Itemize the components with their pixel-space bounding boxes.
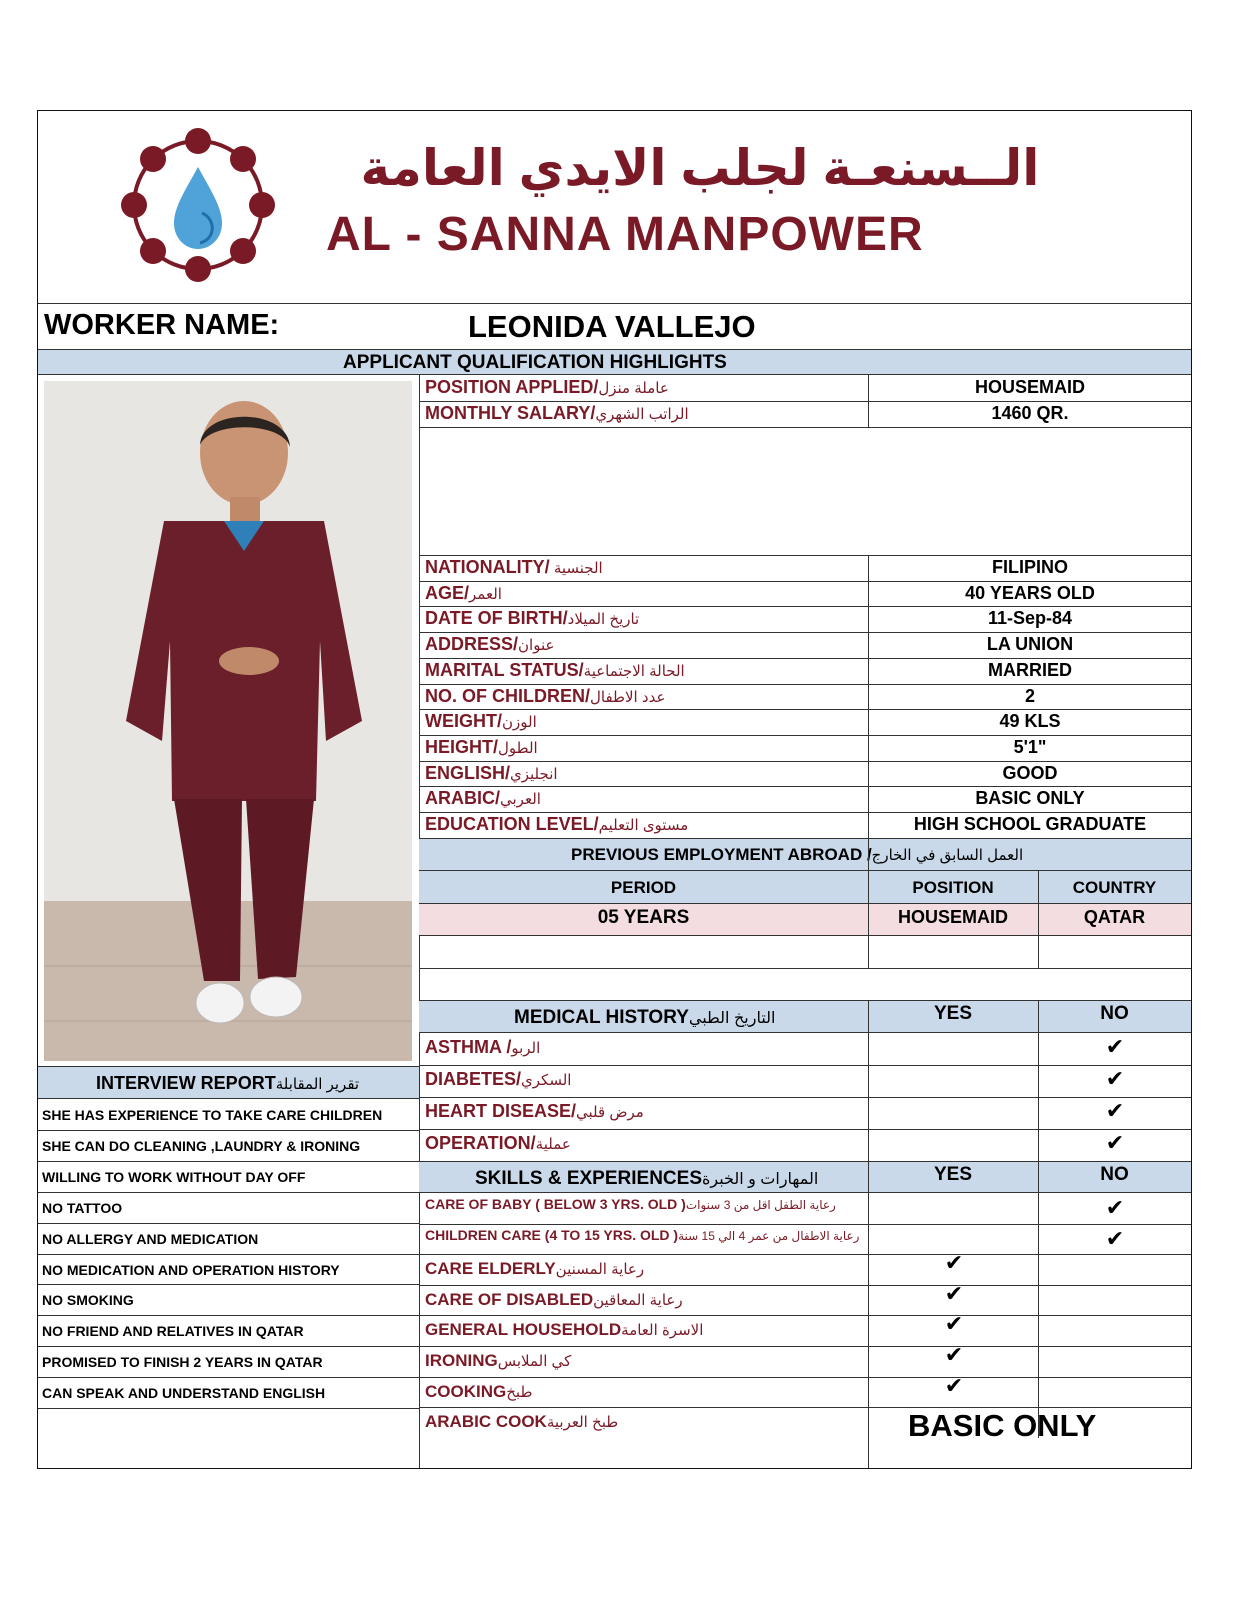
detail-label: MARITAL STATUS/الحالة الاجتماعية <box>425 659 685 680</box>
country-header: COUNTRY <box>1072 878 1157 897</box>
detail-label: HEIGHT/الطول <box>425 736 538 757</box>
medical-title-bar <box>419 1000 1191 1033</box>
monthly-salary-value: 1460 QR. <box>991 403 1069 423</box>
detail-value: GOOD <box>1002 762 1058 783</box>
skill-row-label: CARE OF BABY ( BELOW 3 YRS. OLD )رعاية الطفل اقل من 3 سنوات <box>425 1196 836 1212</box>
check-icon: ✔ <box>944 1280 964 1306</box>
check-icon: ✔ <box>944 1311 964 1337</box>
check-icon: ✔ <box>944 1372 964 1398</box>
detail-value: BASIC ONLY <box>975 788 1085 809</box>
position-applied-label: POSITION APPLIED/عاملة منزل <box>425 377 669 397</box>
skill-row-label: GENERAL HOUSEHOLDالاسرة العامة <box>425 1320 704 1340</box>
medical-row-label: DIABETES/السكري <box>425 1069 572 1089</box>
detail-value: LA UNION <box>986 634 1074 655</box>
detail-value: 2 <box>1024 685 1035 706</box>
employment-title-ar: العمل السابق في الخارج <box>871 847 1024 864</box>
detail-label: NO. OF CHILDREN/عدد الاطفال <box>425 685 666 706</box>
employment-country: QATAR <box>1083 907 1146 927</box>
skill-row-label: ARABIC COOKطبخ العربية <box>425 1412 619 1432</box>
medical-title: MEDICAL HISTORY <box>514 1007 689 1028</box>
skills-title-bar <box>419 1161 1191 1193</box>
company-name-arabic: الــسنعـة لجلب الايدي العامة <box>360 140 1040 196</box>
applicant-photo <box>44 381 412 1061</box>
skill-row-label: COOKINGطبخ <box>425 1381 533 1401</box>
skill-row-label: CARE OF DISABLEDرعاية المعاقين <box>425 1289 683 1309</box>
biodata-sheet <box>37 110 1192 1469</box>
detail-value: FILIPINO <box>992 557 1068 577</box>
skills-yes-header: YES <box>933 1164 973 1185</box>
interview-title-ar: تقرير المقابلة <box>275 1076 360 1093</box>
medical-row-label: ASTHMA /الربو <box>425 1037 541 1057</box>
interview-item: NO SMOKING <box>42 1292 134 1309</box>
detail-value: 40 YEARS OLD <box>965 582 1095 603</box>
highlights-title: APPLICANT QUALIFICATION HIGHLIGHTS <box>343 352 727 373</box>
medical-yes-header: YES <box>933 1003 973 1024</box>
skill-row-label: CARE ELDERLYرعاية المسنين <box>425 1259 645 1279</box>
check-icon: ✔ <box>1105 1225 1125 1251</box>
check-icon: ✔ <box>1105 1195 1125 1220</box>
company-logo <box>98 127 298 283</box>
company-name-english: AL - SANNA MANPOWER <box>326 208 924 261</box>
skills-no-header: NO <box>1100 1164 1129 1185</box>
medical-title-ar: التاريخ الطبي <box>688 1010 776 1027</box>
position-header: POSITION <box>912 878 994 897</box>
employment-row <box>419 904 1191 936</box>
employment-period: 05 YEARS <box>597 907 690 928</box>
employment-title-bar <box>419 838 1191 871</box>
interview-title: INTERVIEW REPORT <box>96 1073 276 1093</box>
check-icon: ✔ <box>1105 1066 1125 1091</box>
detail-label: NATIONALITY/ الجنسية <box>425 557 603 577</box>
employment-position: HOUSEMAID <box>897 907 1008 927</box>
worker-name-label: WORKER NAME: <box>44 309 280 341</box>
detail-label: ARABIC/العربي <box>425 788 541 809</box>
detail-value: 49 KLS <box>999 711 1061 732</box>
interview-item: SHE CAN DO CLEANING ,LAUNDRY & IRONING <box>42 1137 361 1154</box>
interview-item: NO FRIEND AND RELATIVES IN QATAR <box>42 1323 304 1340</box>
interview-item: SHE HAS EXPERIENCE TO TAKE CARE CHILDREN <box>42 1107 383 1123</box>
check-icon: ✔ <box>944 1342 964 1367</box>
detail-value: 11-Sep-84 <box>987 608 1073 629</box>
medical-row-label: OPERATION/عملية <box>425 1133 571 1153</box>
interview-title-bar <box>38 1066 419 1099</box>
arabic-cook-value: BASIC ONLY <box>908 1408 1097 1444</box>
interview-item: NO MEDICATION AND OPERATION HISTORY <box>42 1261 340 1278</box>
skill-row-label: IRONINGكي الملابس <box>425 1351 572 1370</box>
detail-label: ENGLISH/انجليزي <box>425 762 558 783</box>
position-applied-value: HOUSEMAID <box>974 377 1085 397</box>
highlights-title-bar <box>38 349 1191 375</box>
interview-item: NO ALLERGY AND MEDICATION <box>42 1230 259 1247</box>
detail-label: WEIGHT/الوزن <box>425 711 537 732</box>
detail-label: DATE OF BIRTH/تاريخ الميلاد <box>425 608 640 629</box>
check-icon: ✔ <box>1105 1034 1125 1059</box>
skill-row-label: CHILDREN CARE (4 TO 15 YRS. OLD )رعاية الاطفال من عمر 4 الي 15 سنة <box>425 1226 860 1243</box>
detail-value: MARRIED <box>988 659 1072 680</box>
interview-item: WILLING TO WORK WITHOUT DAY OFF <box>42 1168 306 1185</box>
medical-row-label: HEART DISEASE/مرض قلبي <box>425 1101 644 1121</box>
employment-title: PREVIOUS EMPLOYMENT ABROAD / <box>571 845 872 864</box>
detail-label: EDUCATION LEVEL/مستوى التعليم <box>425 814 689 834</box>
detail-label: ADDRESS/عنوان <box>425 634 555 655</box>
check-icon: ✔ <box>1105 1098 1125 1123</box>
detail-value: HIGH SCHOOL GRADUATE <box>913 814 1147 834</box>
period-header: PERIOD <box>610 878 677 897</box>
check-icon: ✔ <box>944 1250 964 1276</box>
detail-label: AGE/العمر <box>425 582 502 603</box>
check-icon: ✔ <box>1105 1130 1125 1155</box>
detail-value: 5'1" <box>1013 736 1047 757</box>
skills-title-ar: المهارات و الخبرة <box>702 1171 819 1188</box>
worker-name-value: LEONIDA VALLEJO <box>468 309 756 344</box>
interview-item: CAN SPEAK AND UNDERSTAND ENGLISH <box>42 1385 326 1402</box>
monthly-salary-label: MONTHLY SALARY/الراتب الشهري <box>425 403 689 423</box>
interview-item: NO TATTOO <box>42 1199 123 1216</box>
interview-item: PROMISED TO FINISH 2 YEARS IN QATAR <box>42 1354 323 1371</box>
employment-header-row <box>419 871 1191 904</box>
medical-no-header: NO <box>1100 1003 1129 1024</box>
skills-title: SKILLS & EXPERIENCES <box>475 1168 702 1189</box>
